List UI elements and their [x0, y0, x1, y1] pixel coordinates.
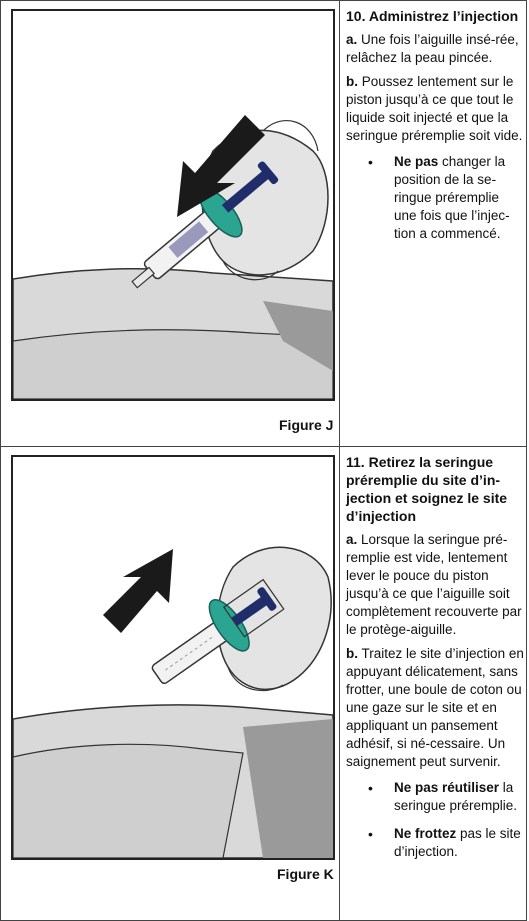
step-11-b — [346, 645, 524, 771]
step-10-b — [346, 73, 524, 145]
step-11-a — [346, 531, 524, 639]
step-11-title: 11. Retirez la seringue préremplie du site d’in-jection et soignez le site d’injection — [346, 454, 508, 524]
step-10-bullets — [346, 153, 524, 243]
figure-k-caption: Figure K — [277, 866, 334, 882]
column-divider — [339, 1, 340, 446]
step-10-bullet-1-text: changer la position de la se-ringue préremplie une fois que l’injec-tion a commencé. — [394, 154, 510, 241]
bullet-icon: • — [368, 154, 373, 170]
step-11-a-text: Lorsque la seringue pré-remplie est vide, lentement lever le pouce du piston jusqu’à ce que l’aiguille soit complètement recouverte par le protège-aiguille. — [346, 532, 522, 637]
step-11-b-label: b. — [346, 646, 358, 661]
step-11-bullet-1 — [364, 779, 524, 815]
step-11-bullet-2-bold: Ne frottez — [394, 826, 457, 841]
step-11-a-label: a. — [346, 532, 358, 547]
step-10-a-text: Une fois l’aiguille insé-rée, relâchez la peau pincée. — [346, 32, 519, 65]
step-11-bullet-2-text: pas le site d’injection. — [394, 826, 521, 859]
step-10-title: 10. Administrez l’injection — [346, 8, 519, 24]
step-10-bullet-1-bold: Ne pas — [394, 154, 439, 169]
bullet-icon: • — [368, 780, 373, 796]
injection-drawing-k — [13, 457, 333, 858]
step-11-bullet-1-text: la seringue préremplie. — [394, 780, 518, 813]
step-10-a — [346, 31, 524, 67]
step-10-b-label: b. — [346, 74, 358, 89]
arrow-up-right-icon — [103, 549, 173, 633]
step-10-a-label: a. — [346, 32, 358, 47]
step-10-bullet-1 — [364, 153, 524, 243]
step-10-row — [0, 0, 527, 447]
injection-drawing-j — [13, 11, 333, 399]
step-11-bullet-1-bold: Ne pas réutiliser — [394, 780, 500, 795]
step-11-b-text: Traitez le site d’injection en appuyant délicatement, sans frotter, une boule de coton ou une gaze sur le site et en appliquant un pansement adhésif, si né-cessaire. Un saignement peut survenir. — [346, 646, 524, 769]
figure-j-illustration — [11, 9, 335, 401]
step-11-row — [0, 446, 527, 921]
figure-j-caption: Figure J — [279, 417, 334, 433]
step-11-bullet-2 — [364, 825, 524, 861]
step-10-text — [346, 7, 524, 253]
step-11-text — [346, 453, 524, 871]
bullet-icon: • — [368, 826, 373, 842]
step-10-b-text: Poussez lentement sur le piston jusqu’à ce que tout le liquide soit injecté et que la seringue préremplie soit vide. — [346, 74, 523, 143]
column-divider — [339, 447, 340, 920]
figure-k-illustration — [11, 455, 335, 860]
step-11-bullets — [346, 779, 524, 861]
